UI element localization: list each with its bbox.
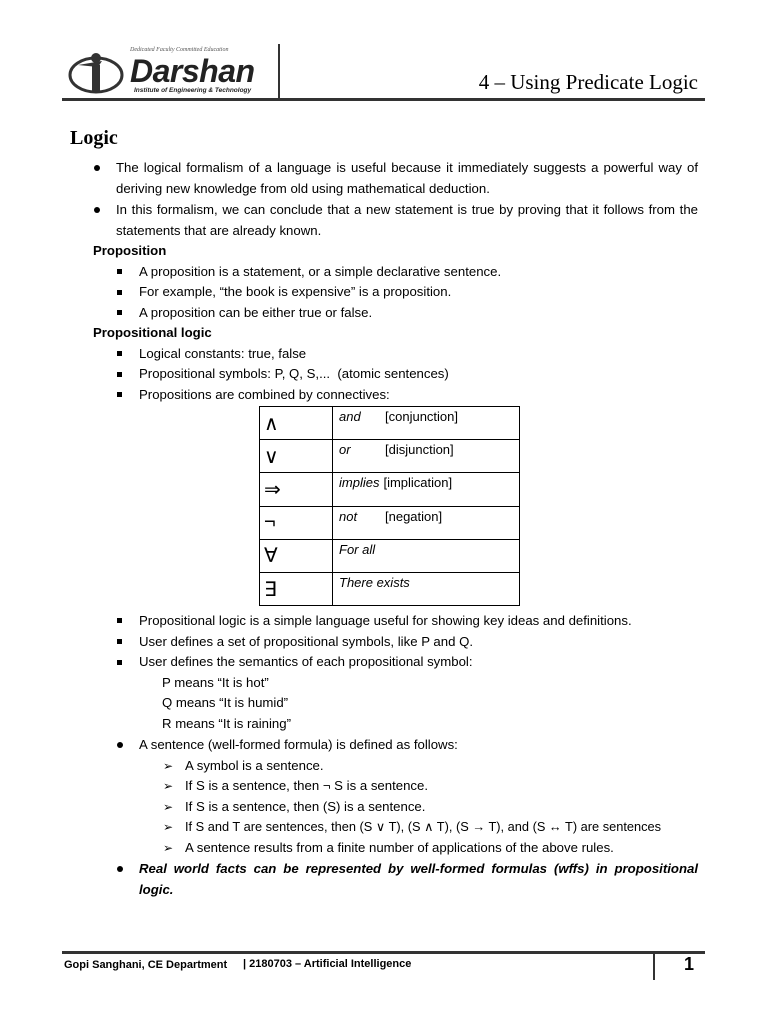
proposition-item: For example, “the book is expensive” is a proposition. <box>139 284 452 299</box>
connective-meaning: [disjunction] <box>385 442 454 458</box>
arrow-bullet-icon: ➢ <box>163 820 174 834</box>
bullet-dot-icon <box>94 165 100 171</box>
propositional-logic-item: User defines the semantics of each propositional symbol: <box>139 654 473 669</box>
connective-word: implies <box>339 475 380 491</box>
propositional-logic-item: Logical constants: true, false <box>139 346 307 361</box>
connective-meaning: [conjunction] <box>385 409 458 424</box>
bullet-square-icon <box>117 392 122 397</box>
connective-word: For all <box>339 541 376 557</box>
page-number: 1 <box>684 954 695 974</box>
propositional-logic-item: User defines a set of propositional symbols, like P and Q. <box>139 634 474 649</box>
connectives-table <box>259 406 520 606</box>
bullet-square-icon <box>117 269 122 274</box>
table-row <box>260 539 520 572</box>
connective-word: not <box>339 508 358 524</box>
header-divider <box>278 44 280 101</box>
bullet-square-icon <box>117 290 122 295</box>
bullet-dot-icon <box>117 866 123 872</box>
table-row <box>260 506 520 539</box>
arrow-bullet-icon: ➢ <box>163 759 174 773</box>
sentence-rule: If S is a sentence, then (S) is a sentence. <box>185 799 426 814</box>
bullet-square-icon <box>117 660 122 665</box>
footer-divider <box>653 953 655 980</box>
bullet-square-icon <box>117 639 122 644</box>
proposition-item: A proposition can be either true or false. <box>139 305 373 320</box>
logo-emblem-icon <box>68 51 128 95</box>
sentence-rule: A sentence results from a finite number of applications of the above rules. <box>185 840 614 855</box>
connective-symbol: ¬ <box>260 506 333 539</box>
table-row <box>260 440 520 473</box>
arrow-bullet-icon: ➢ <box>163 800 174 814</box>
sentence-rule: A symbol is a sentence. <box>185 758 324 773</box>
arrow-bullet-icon: ➢ <box>163 841 174 855</box>
propositional-logic-item: Propositional logic is a simple language useful for showing key ideas and definitions. <box>139 613 632 628</box>
header-rule <box>62 98 705 101</box>
bullet-square-icon <box>117 618 122 623</box>
bullet-dot-icon <box>94 207 100 213</box>
connective-word: There exists <box>339 574 410 590</box>
sentence-rule: If S and T are sentences, then (S ∨ T), (S ∧ T), (S → T), and (S ↔ T) are sentences <box>185 819 662 834</box>
connective-symbol: ⇒ <box>260 473 333 506</box>
footer-course: | 2180703 – Artificial Intelligence <box>243 958 412 970</box>
logo-subtitle: Institute of Engineering & Technology <box>134 87 252 94</box>
sentence-bullet: A sentence (well-formed formula) is defined as follows: <box>139 737 458 752</box>
connective-word: or <box>339 442 351 458</box>
sentence-rule: If S is a sentence, then ¬ S is a sentence. <box>185 778 429 793</box>
bullet-square-icon <box>117 351 122 356</box>
proposition-item: A proposition is a statement, or a simple declarative sentence. <box>139 264 502 279</box>
connective-meaning: [implication] <box>383 475 453 491</box>
table-row <box>260 473 520 506</box>
footer-rule <box>62 951 705 954</box>
semantics-line: R means “It is raining” <box>162 716 291 731</box>
logo-tagline: Dedicated Faculty Committed Education <box>130 47 229 53</box>
section-title: Logic <box>70 127 118 149</box>
connective-symbol: ∨ <box>260 440 333 473</box>
chapter-title: 4 – Using Predicate Logic <box>478 70 698 94</box>
connective-symbol: ∃ <box>260 572 333 605</box>
propositional-logic-heading: Propositional logic <box>93 325 212 340</box>
final-bullet: Real world facts can be represented by well-formed formulas (wffs) in propositional logic. <box>139 861 698 897</box>
intro-bullet: The logical formalism of a language is useful because it immediately suggests a powerful way of deriving new knowledge from old using mathematical deduction. <box>116 160 698 196</box>
connective-symbol: ∀ <box>260 539 333 572</box>
connective-meaning: [negation] <box>385 508 443 524</box>
proposition-heading: Proposition <box>93 243 167 258</box>
bullet-square-icon <box>117 372 122 377</box>
table-row <box>260 407 520 440</box>
semantics-line: P means “It is hot” <box>162 675 269 690</box>
logo-name: Darshan <box>130 53 255 89</box>
connective-symbol: ∧ <box>260 407 333 440</box>
institute-logo <box>68 45 273 100</box>
arrow-bullet-icon: ➢ <box>163 779 174 793</box>
semantics-line: Q means “It is humid” <box>162 695 289 710</box>
table-row <box>260 572 520 605</box>
connective-word: and <box>339 409 361 424</box>
intro-bullet: In this formalism, we can conclude that a new statement is true by proving that it follows from the statements that are already known. <box>116 202 698 238</box>
footer-author: Gopi Sanghani, CE Department <box>64 959 228 971</box>
propositional-logic-item: Propositional symbols: P, Q, S,... (atomic sentences) <box>139 366 449 381</box>
bullet-dot-icon <box>117 742 123 748</box>
bullet-square-icon <box>117 310 122 315</box>
propositional-logic-item: Propositions are combined by connectives: <box>139 387 390 402</box>
